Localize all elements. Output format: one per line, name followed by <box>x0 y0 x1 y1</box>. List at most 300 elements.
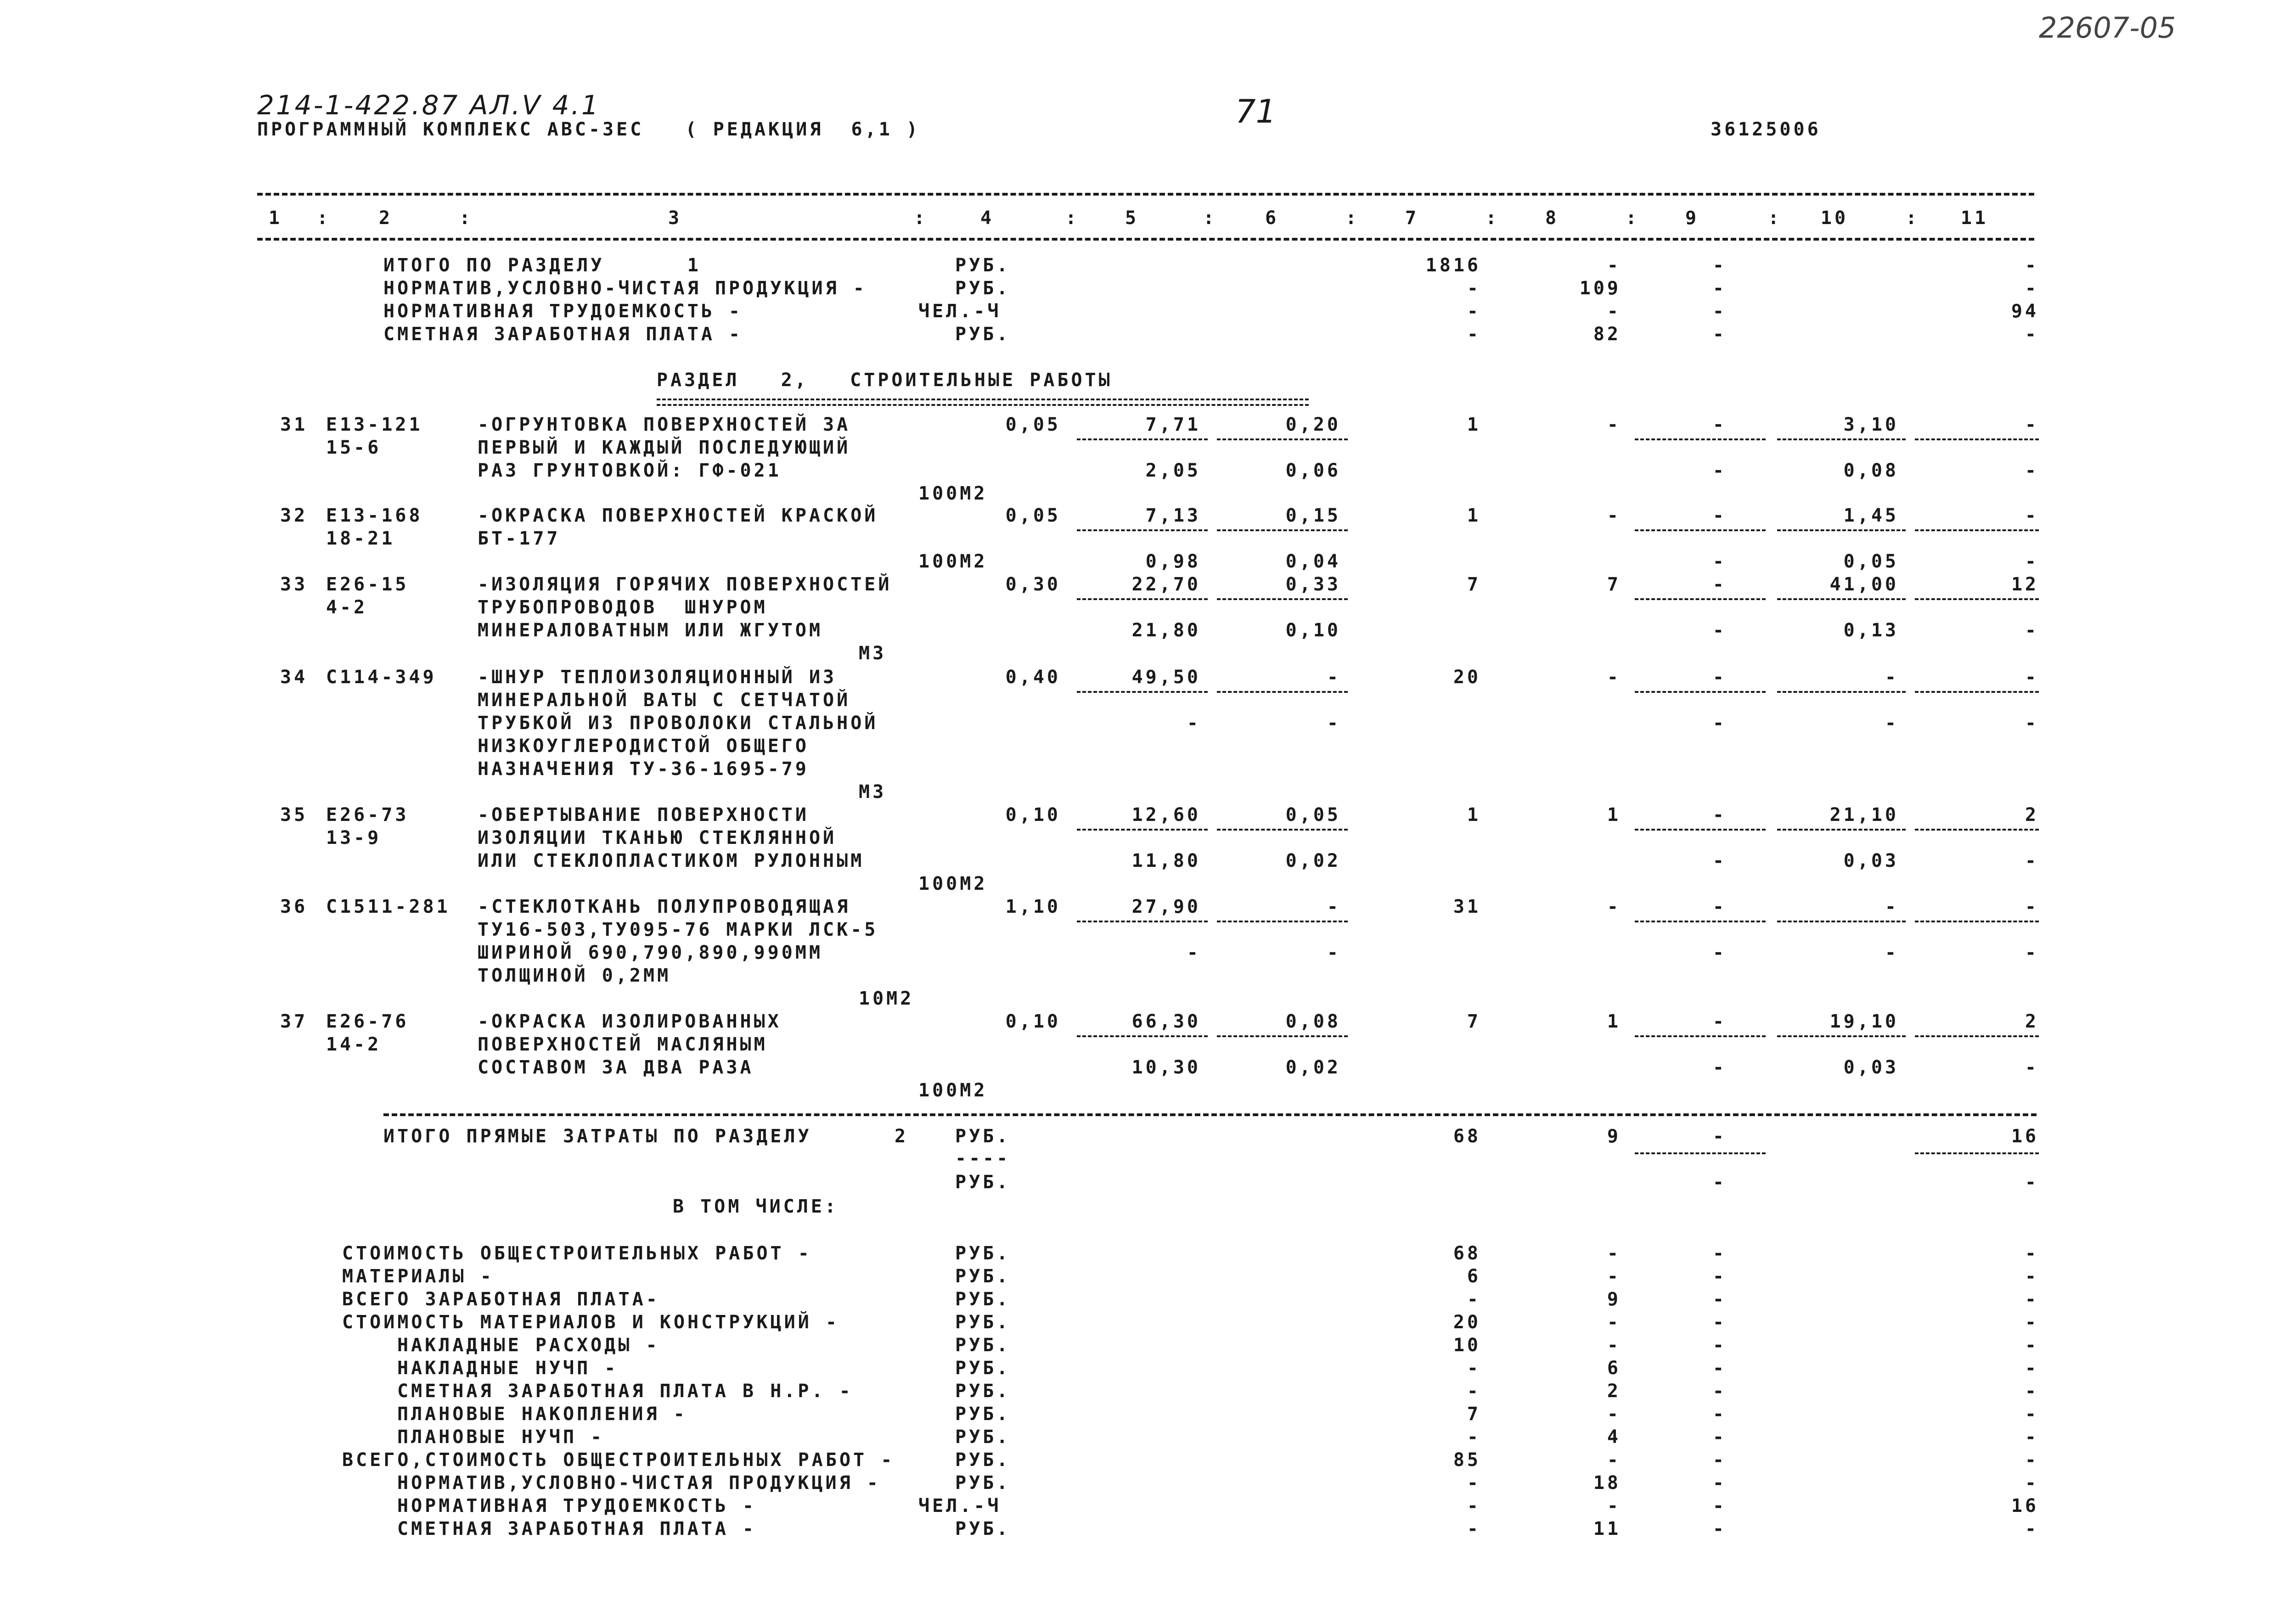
cell-col8: - <box>1607 896 1621 917</box>
unit-cell: РУБ. <box>955 1472 1011 1494</box>
cell-col11-wage: - <box>2025 551 2039 572</box>
cell-col9: - <box>1712 804 1727 826</box>
cell-col11: - <box>2025 1404 2039 1425</box>
cell-col11: 94 <box>2011 301 2039 322</box>
cell-col7: 68 <box>1453 1126 1481 1147</box>
item-number: 37 <box>280 1011 308 1032</box>
cell-divider <box>1217 691 1348 693</box>
unit-cell: РУБ. <box>955 1172 1011 1193</box>
cell-col11: - <box>2025 1243 2039 1264</box>
cell-divider <box>1077 1035 1208 1037</box>
column-header-11: 11 <box>1960 208 1989 229</box>
cell-divider <box>1635 1152 1766 1154</box>
cell-col8: 11 <box>1593 1518 1621 1539</box>
cell-col10-wage: 0,13 <box>1843 620 1899 641</box>
item-description-line: -СТЕКЛОТКАНЬ ПОЛУПРОВОДЯЩАЯ <box>478 896 851 917</box>
cell-divider <box>1077 691 1208 693</box>
item-code: С1511-281 <box>326 896 450 917</box>
cell-divider <box>1077 438 1208 440</box>
unit-cell: РУБ. <box>955 1266 1011 1287</box>
cell-col7: 7 <box>1467 1011 1481 1032</box>
cell-col7: 1 <box>1467 414 1481 435</box>
unit-cell: РУБ. <box>955 1381 1011 1402</box>
column-header-8: 8 <box>1545 208 1559 229</box>
cell-col9: - <box>1712 1312 1727 1333</box>
column-header-5: 5 <box>1125 208 1139 229</box>
cell-col9: - <box>1712 324 1727 345</box>
breakdown-label: НОРМАТИВ,УСЛОВНО-ЧИСТАЯ ПРОДУКЦИЯ - <box>397 1472 881 1494</box>
cell-col7: 20 <box>1453 1312 1481 1333</box>
cell-col10-wage: 0,05 <box>1843 551 1899 572</box>
cell-col5-wage: 10,30 <box>1131 1057 1201 1078</box>
cell-col9: - <box>1712 1126 1727 1147</box>
cell-col11: - <box>2025 1312 2039 1333</box>
cell-divider <box>1217 921 1348 922</box>
cell-col5-total: 22,70 <box>1131 574 1201 595</box>
direct-total-label: ИТОГО ПРЯМЫЕ ЗАТРАТЫ ПО РАЗДЕЛУ 2 <box>383 1126 909 1147</box>
cell-col7: 68 <box>1453 1243 1481 1264</box>
cell-col9: - <box>1712 1518 1727 1539</box>
handwritten-document-number: 22607-05 <box>2039 11 2176 45</box>
item-code: С114-349 <box>326 667 437 688</box>
cell-divider <box>1217 438 1348 440</box>
section1-total-label: НОРМАТИВ,УСЛОВНО-ЧИСТАЯ ПРОДУКЦИЯ - <box>383 278 867 299</box>
cell-col11-wage: - <box>2025 620 2039 641</box>
section2-title: РАЗДЕЛ 2, СТРОИТЕЛЬНЫЕ РАБОТЫ <box>657 370 1113 391</box>
item-description-line: ТРУБКОЙ ИЗ ПРОВОЛОКИ СТАЛЬНОЙ <box>478 713 878 734</box>
cell-col7: 7 <box>1467 1404 1481 1425</box>
cell-col7: 31 <box>1453 896 1481 917</box>
column-separator: : <box>317 208 331 229</box>
cell-col5-wage: - <box>1187 713 1201 734</box>
cell-col8: 1 <box>1607 804 1621 826</box>
item-description-line: -ОГРУНТОВКА ПОВЕРХНОСТЕЙ ЗА <box>478 414 851 435</box>
unit-cell: РУБ. <box>955 1427 1011 1448</box>
cell-col9: - <box>1712 1011 1727 1032</box>
cell-col8: - <box>1607 414 1621 435</box>
page-number: 71 <box>1235 93 1277 130</box>
cell-col6-wage: - <box>1327 713 1341 734</box>
cell-col7: 6 <box>1467 1266 1481 1287</box>
item-number: 34 <box>280 667 308 688</box>
cell-col9: - <box>1712 574 1727 595</box>
item-description-line: -ОКРАСКА ИЗОЛИРОВАННЫХ <box>478 1011 782 1032</box>
cell-col8: - <box>1607 255 1621 276</box>
cell-col9: - <box>1712 255 1727 276</box>
including-heading: В ТОМ ЧИСЛЕ: <box>673 1196 838 1217</box>
item-code-secondary: 4-2 <box>326 597 368 618</box>
item-code: Е26-73 <box>326 804 409 826</box>
cell-col6-wage: 0,02 <box>1285 850 1341 871</box>
cell-col8: 4 <box>1607 1427 1621 1448</box>
cell-col9-wage: - <box>1712 1172 1727 1193</box>
cell-col8: 9 <box>1607 1126 1621 1147</box>
column-separator: : <box>1768 208 1782 229</box>
unit-cell: РУБ. <box>955 1243 1011 1264</box>
cell-col8: - <box>1607 1449 1621 1471</box>
cell-divider <box>1217 1035 1348 1037</box>
cell-quantity: 0,05 <box>1005 414 1061 435</box>
cell-col9: - <box>1712 1472 1727 1494</box>
cell-col11: - <box>2025 278 2039 299</box>
unit-cell: РУБ. <box>955 278 1011 299</box>
cell-col9: - <box>1712 414 1727 435</box>
column-separator: : <box>1626 208 1640 229</box>
cell-col9: - <box>1712 667 1727 688</box>
cell-divider <box>1635 691 1766 693</box>
breakdown-label: СМЕТНАЯ ЗАРАБОТНАЯ ПЛАТА - <box>397 1518 757 1539</box>
unit-cell: РУБ. <box>955 255 1011 276</box>
cell-col6-total: 0,20 <box>1285 414 1341 435</box>
section2-title-underline <box>657 399 1309 400</box>
cell-col8: 7 <box>1607 574 1621 595</box>
cell-col7: - <box>1467 278 1481 299</box>
cell-col10-wage: 0,03 <box>1843 850 1899 871</box>
cell-divider <box>1077 529 1208 531</box>
cell-col6-total: 0,05 <box>1285 804 1341 826</box>
item-unit: 100М2 <box>918 551 988 572</box>
unit-separator: ---- <box>955 1148 1011 1169</box>
item-description-line: ПЕРВЫЙ И КАЖДЫЙ ПОСЛЕДУЮЩИЙ <box>478 437 851 458</box>
cell-col8: - <box>1607 1495 1621 1517</box>
item-code: Е13-168 <box>326 505 423 526</box>
cell-col9-wage: - <box>1712 1057 1727 1078</box>
item-number: 31 <box>280 414 308 435</box>
breakdown-label: ВСЕГО ЗАРАБОТНАЯ ПЛАТА- <box>342 1289 660 1310</box>
cell-col6-wage: 0,10 <box>1285 620 1341 641</box>
cell-divider <box>1635 438 1766 440</box>
cell-col8: - <box>1607 1266 1621 1287</box>
cell-col8: - <box>1607 1404 1621 1425</box>
cell-col11: - <box>2025 1518 2039 1539</box>
cell-divider <box>1635 529 1766 531</box>
cell-col5-wage: - <box>1187 942 1201 963</box>
cell-col5-wage: 21,80 <box>1131 620 1201 641</box>
cell-divider <box>1777 691 1906 693</box>
cell-col9-wage: - <box>1712 942 1727 963</box>
item-description-line: -ОКРАСКА ПОВЕРХНОСТЕЙ КРАСКОЙ <box>478 505 878 526</box>
cell-col9-wage: - <box>1712 460 1727 481</box>
cell-divider <box>1217 829 1348 831</box>
cell-col5-total: 12,60 <box>1131 804 1201 826</box>
cell-col7: - <box>1467 1472 1481 1494</box>
cell-col10: 41,00 <box>1829 574 1899 595</box>
cell-divider <box>1915 691 2039 693</box>
cell-col11: - <box>2025 1266 2039 1287</box>
item-description-line: -ОБЕРТЫВАНИЕ ПОВЕРХНОСТИ <box>478 804 809 826</box>
cell-col7: 10 <box>1453 1335 1481 1356</box>
cell-col11: - <box>2025 1449 2039 1471</box>
unit-cell: РУБ. <box>955 1518 1011 1539</box>
cell-col7: 1 <box>1467 505 1481 526</box>
cell-divider <box>1915 1152 2039 1154</box>
cell-col11: - <box>2025 1289 2039 1310</box>
item-description-line: ПОВЕРХНОСТЕЙ МАСЛЯНЫМ <box>478 1034 768 1055</box>
cell-col7: 1816 <box>1425 255 1481 276</box>
cell-divider <box>1915 1035 2039 1037</box>
item-description-line: РАЗ ГРУНТОВКОЙ: ГФ-021 <box>478 460 782 481</box>
cell-col6-wage: 0,02 <box>1285 1057 1341 1078</box>
cell-col10: 3,10 <box>1843 414 1899 435</box>
cell-col8: 9 <box>1607 1289 1621 1310</box>
cell-col8: - <box>1607 1243 1621 1264</box>
item-description-line: ИЗОЛЯЦИИ ТКАНЬЮ СТЕКЛЯННОЙ <box>478 827 837 848</box>
breakdown-label: НОРМАТИВНАЯ ТРУДОЕМКОСТЬ - <box>397 1495 757 1517</box>
breakdown-label: МАТЕРИАЛЫ - <box>342 1266 494 1287</box>
breakdown-label: ПЛАНОВЫЕ НУЧП - <box>397 1427 605 1448</box>
cell-col9: - <box>1712 896 1727 917</box>
unit-cell: РУБ. <box>955 1126 1011 1147</box>
cell-divider <box>1915 438 2039 440</box>
unit-cell: РУБ. <box>955 1449 1011 1471</box>
cell-col7: 7 <box>1467 574 1481 595</box>
table-top-rule <box>257 193 2034 196</box>
cell-col9-wage: - <box>1712 620 1727 641</box>
cell-col8: 18 <box>1593 1472 1621 1494</box>
section2-items-end-rule <box>383 1113 2037 1116</box>
cell-col9: - <box>1712 1449 1727 1471</box>
cell-col11-wage: - <box>2025 1172 2039 1193</box>
document-code: 214-1-422.87 АЛ.V 4.1 <box>257 90 600 121</box>
item-description-line: МИНЕРАЛЬНОЙ ВАТЫ С СЕТЧАТОЙ <box>478 690 851 711</box>
cell-col9: - <box>1712 505 1727 526</box>
cell-col8: 82 <box>1593 324 1621 345</box>
cell-divider <box>1635 1035 1766 1037</box>
cell-divider <box>1915 829 2039 831</box>
cell-col9-wage: - <box>1712 850 1727 871</box>
item-description-line: НАЗНАЧЕНИЯ ТУ-36-1695-79 <box>478 758 809 780</box>
cell-divider <box>1635 598 1766 600</box>
cell-col8: 109 <box>1579 278 1621 299</box>
cell-col7: 20 <box>1453 667 1481 688</box>
cell-col8: - <box>1607 505 1621 526</box>
item-code: Е26-76 <box>326 1011 409 1032</box>
unit-cell: РУБ. <box>955 1358 1011 1379</box>
cell-col9-wage: - <box>1712 551 1727 572</box>
cell-col5-wage: 2,05 <box>1145 460 1201 481</box>
cell-divider <box>1777 438 1906 440</box>
column-header-7: 7 <box>1405 208 1419 229</box>
cell-col11-wage: - <box>2025 713 2039 734</box>
cell-col11: - <box>2025 1335 2039 1356</box>
cell-col11: 16 <box>2011 1126 2039 1147</box>
cell-col7: - <box>1467 1381 1481 1402</box>
cell-col6-wage: 0,04 <box>1285 551 1341 572</box>
cell-col11: - <box>2025 667 2039 688</box>
cell-divider <box>1077 829 1208 831</box>
item-description-line: -ИЗОЛЯЦИЯ ГОРЯЧИХ ПОВЕРХНОСТЕЙ <box>478 574 892 595</box>
program-title: ПРОГРАММНЫЙ КОМПЛЕКС АВС-ЗЕС ( РЕДАКЦИЯ 6,1 ) <box>257 119 920 140</box>
document-id: 36125006 <box>1711 119 1821 140</box>
column-separator: : <box>1345 208 1360 229</box>
cell-quantity: 0,10 <box>1005 804 1061 826</box>
unit-cell: ЧЕЛ.-Ч <box>918 1495 1002 1517</box>
cell-col7: - <box>1467 1518 1481 1539</box>
unit-cell: РУБ. <box>955 1404 1011 1425</box>
unit-cell: ЧЕЛ.-Ч <box>918 301 1002 322</box>
section1-total-label: ИТОГО ПО РАЗДЕЛУ 1 <box>383 255 701 276</box>
cell-divider <box>1077 598 1208 600</box>
cell-col9: - <box>1712 1358 1727 1379</box>
item-unit: М3 <box>859 643 887 664</box>
cell-divider <box>1777 921 1906 922</box>
item-number: 35 <box>280 804 308 826</box>
cell-col11: - <box>2025 414 2039 435</box>
cell-col10-wage: 0,03 <box>1843 1057 1899 1078</box>
column-separator: : <box>914 208 928 229</box>
unit-cell: РУБ. <box>955 1289 1011 1310</box>
cell-col6-total: 0,33 <box>1285 574 1341 595</box>
cell-col8: 6 <box>1607 1358 1621 1379</box>
cell-col11: - <box>2025 1381 2039 1402</box>
item-code-secondary: 18-21 <box>326 528 395 549</box>
section1-total-label: НОРМАТИВНАЯ ТРУДОЕМКОСТЬ - <box>383 301 743 322</box>
item-unit: М3 <box>859 781 887 803</box>
cell-col9: - <box>1712 1381 1727 1402</box>
cell-col6-total: - <box>1327 667 1341 688</box>
cell-col8: - <box>1607 667 1621 688</box>
column-separator: : <box>1203 208 1217 229</box>
cell-col11: - <box>2025 505 2039 526</box>
unit-cell: РУБ. <box>955 1312 1011 1333</box>
column-header-9: 9 <box>1685 208 1699 229</box>
breakdown-label: НАКЛАДНЫЕ НУЧП - <box>397 1358 619 1379</box>
cell-col5-total: 27,90 <box>1131 896 1201 917</box>
cell-col11: - <box>2025 1427 2039 1448</box>
cell-col10: 19,10 <box>1829 1011 1899 1032</box>
cell-col11: - <box>2025 896 2039 917</box>
item-number: 33 <box>280 574 308 595</box>
cell-col11-wage: - <box>2025 850 2039 871</box>
cell-col5-wage: 0,98 <box>1145 551 1201 572</box>
cell-col10: 21,10 <box>1829 804 1899 826</box>
cell-divider <box>1777 829 1906 831</box>
cell-col8: 2 <box>1607 1381 1621 1402</box>
cell-col8: - <box>1607 301 1621 322</box>
cell-col5-total: 7,13 <box>1145 505 1201 526</box>
unit-cell: РУБ. <box>955 1335 1011 1356</box>
cell-divider <box>1915 529 2039 531</box>
cell-col6-total: 0,08 <box>1285 1011 1341 1032</box>
column-separator: : <box>1065 208 1080 229</box>
column-header-4: 4 <box>980 208 995 229</box>
cell-col7: 85 <box>1453 1449 1481 1471</box>
item-unit: 100М2 <box>918 1080 988 1101</box>
cell-col10-wage: 0,08 <box>1843 460 1899 481</box>
cell-col9: - <box>1712 1495 1727 1517</box>
cell-col6-total: - <box>1327 896 1341 917</box>
column-separator: : <box>459 208 473 229</box>
cell-col11: - <box>2025 324 2039 345</box>
cell-col11-wage: - <box>2025 1057 2039 1078</box>
cell-divider <box>1777 1035 1906 1037</box>
cell-col9: - <box>1712 1404 1727 1425</box>
cell-col5-total: 66,30 <box>1131 1011 1201 1032</box>
cell-quantity: 1,10 <box>1005 896 1061 917</box>
item-code-secondary: 13-9 <box>326 827 382 848</box>
cell-divider <box>1777 598 1906 600</box>
cell-col9: - <box>1712 1266 1727 1287</box>
cell-col11: - <box>2025 255 2039 276</box>
cell-col9: - <box>1712 278 1727 299</box>
cell-col10-wage: - <box>1885 942 1899 963</box>
item-unit: 10М2 <box>859 988 914 1009</box>
cell-col6-wage: - <box>1327 942 1341 963</box>
cell-divider <box>1635 921 1766 922</box>
cell-divider <box>1635 829 1766 831</box>
cell-quantity: 0,30 <box>1005 574 1061 595</box>
cell-col7: - <box>1467 1289 1481 1310</box>
cell-col7: - <box>1467 301 1481 322</box>
cell-divider <box>1077 921 1208 922</box>
cell-divider <box>1915 598 2039 600</box>
cell-col10: - <box>1885 667 1899 688</box>
table-header-rule <box>257 238 2034 241</box>
column-header-10: 10 <box>1820 208 1849 229</box>
cell-col6-wage: 0,06 <box>1285 460 1341 481</box>
item-description-line: -ШНУР ТЕПЛОИЗОЛЯЦИОННЫЙ ИЗ <box>478 667 837 688</box>
item-description-line: МИНЕРАЛОВАТНЫМ ИЛИ ЖГУТОМ <box>478 620 823 641</box>
item-code: Е26-15 <box>326 574 409 595</box>
item-description-line: ШИРИНОЙ 690,790,890,990ММ <box>478 942 823 963</box>
cell-col11: - <box>2025 1358 2039 1379</box>
cell-col10: - <box>1885 896 1899 917</box>
column-header-2: 2 <box>378 208 393 229</box>
cell-col9-wage: - <box>1712 713 1727 734</box>
cell-col11: 2 <box>2025 1011 2039 1032</box>
cell-divider <box>1217 598 1348 600</box>
section1-total-label: СМЕТНАЯ ЗАРАБОТНАЯ ПЛАТА - <box>383 324 743 345</box>
cell-col10: 1,45 <box>1843 505 1899 526</box>
item-code-secondary: 14-2 <box>326 1034 382 1055</box>
item-number: 36 <box>280 896 308 917</box>
column-header-6: 6 <box>1265 208 1279 229</box>
column-separator: : <box>1486 208 1500 229</box>
column-header-1: 1 <box>268 208 283 229</box>
cell-divider <box>1915 921 2039 922</box>
cell-col9: - <box>1712 1289 1727 1310</box>
cell-col6-total: 0,15 <box>1285 505 1341 526</box>
cell-col11-wage: - <box>2025 942 2039 963</box>
item-description-line: ТУ16-503,ТУ095-76 МАРКИ ЛСК-5 <box>478 919 878 940</box>
cell-col7: - <box>1467 1358 1481 1379</box>
cell-col9: - <box>1712 1335 1727 1356</box>
cell-col10-wage: - <box>1885 713 1899 734</box>
breakdown-label: НАКЛАДНЫЕ РАСХОДЫ - <box>397 1335 660 1356</box>
cell-col5-wage: 11,80 <box>1131 850 1201 871</box>
item-code: Е13-121 <box>326 414 423 435</box>
column-separator: : <box>1906 208 1920 229</box>
cell-col8: - <box>1607 1312 1621 1333</box>
cell-col11: - <box>2025 1472 2039 1494</box>
cell-quantity: 0,40 <box>1005 667 1061 688</box>
cell-col7: - <box>1467 1427 1481 1448</box>
cell-col11: 16 <box>2011 1495 2039 1517</box>
cell-col5-total: 7,71 <box>1145 414 1201 435</box>
column-header-3: 3 <box>668 208 682 229</box>
item-description-line: ИЛИ СТЕКЛОПЛАСТИКОМ РУЛОННЫМ <box>478 850 865 871</box>
cell-col11-wage: - <box>2025 460 2039 481</box>
cell-col8: 1 <box>1607 1011 1621 1032</box>
item-description-line: СОСТАВОМ ЗА ДВА РАЗА <box>478 1057 754 1078</box>
cell-col5-total: 49,50 <box>1131 667 1201 688</box>
item-code-secondary: 15-6 <box>326 437 382 458</box>
cell-col7: 1 <box>1467 804 1481 826</box>
breakdown-label: СМЕТНАЯ ЗАРАБОТНАЯ ПЛАТА В Н.Р. - <box>397 1381 853 1402</box>
item-description-line: НИЗКОУГЛЕРОДИСТОЙ ОБЩЕГО <box>478 736 809 757</box>
item-unit: 100М2 <box>918 873 988 894</box>
breakdown-label: ПЛАНОВЫЕ НАКОПЛЕНИЯ - <box>397 1404 687 1425</box>
